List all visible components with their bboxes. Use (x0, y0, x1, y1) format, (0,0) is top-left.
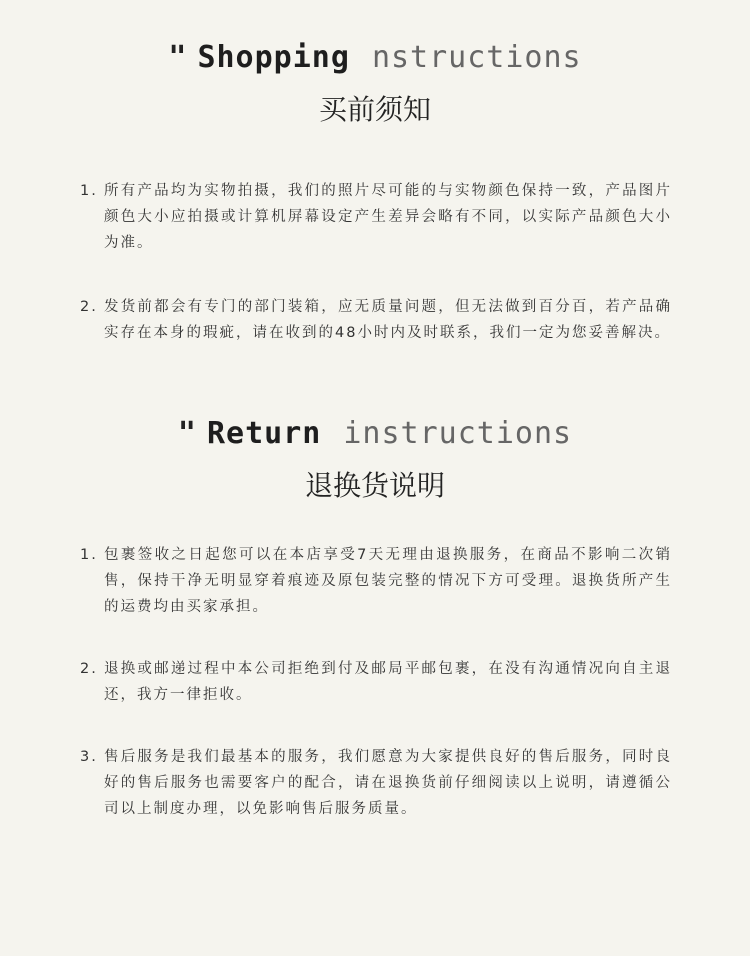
item-text: 所有产品均为实物拍摄，我们的照片尽可能的与实物颜色保持一致，产品图片颜色大小应拍摄或计算机屏幕设定产生差异会略有不同，以实际产品颜色大小为准。 (104, 183, 672, 251)
item-text: 售后服务是我们最基本的服务，我们愿意为大家提供良好的售后服务，同时良好的售后服务也需要客户的配合，请在退换货前仔细阅读以上说明，请遵循公司以上制度办理，以免影响售后服务质量。 (104, 749, 672, 817)
shopping-title-en (0, 40, 750, 76)
shopping-instructions-list (80, 178, 672, 346)
item-text: 退换或邮递过程中本公司拒绝到付及邮局平邮包裹，在没有沟通情况向自主退还，我方一律拒收。 (104, 661, 672, 703)
list-item (80, 744, 672, 822)
return-title-zh: 退换货说明 (304, 469, 445, 502)
list-item (80, 656, 672, 708)
item-number: 1. (80, 183, 98, 199)
item-text: 发货前都会有专门的部门装箱，应无质量问题，但无法做到百分百，若产品确实存在本身的瑕疵，请在收到的48小时内及时联系，我们一定为您妥善解决。 (104, 299, 672, 341)
shopping-title-en-bold: Shopping (197, 40, 350, 75)
item-number: 2. (80, 661, 98, 677)
item-text: 包裹签收之日起您可以在本店享受7天无理由退换服务，在商品不影响二次销售，保持干净无明显穿着痕迹及原包装完整的情况下方可受理。退换货所产生的运费均由买家承担。 (104, 547, 672, 615)
list-item (80, 294, 672, 346)
shopping-title-en-light: nstructions (371, 40, 582, 75)
return-section-header (0, 416, 750, 506)
item-number: 2. (80, 299, 98, 315)
shopping-section-header (0, 40, 750, 130)
return-instructions-list (80, 542, 672, 822)
quote-mark: " (168, 40, 188, 75)
list-item (80, 542, 672, 620)
return-title-en-light: instructions (343, 416, 573, 451)
list-item (80, 178, 672, 256)
quote-mark: " (177, 416, 197, 451)
item-number: 3. (80, 749, 98, 765)
shopping-title-zh: 买前须知 (318, 93, 431, 126)
item-number: 1. (80, 547, 98, 563)
return-title-en-bold: Return (206, 416, 322, 451)
return-title-en (0, 416, 750, 452)
